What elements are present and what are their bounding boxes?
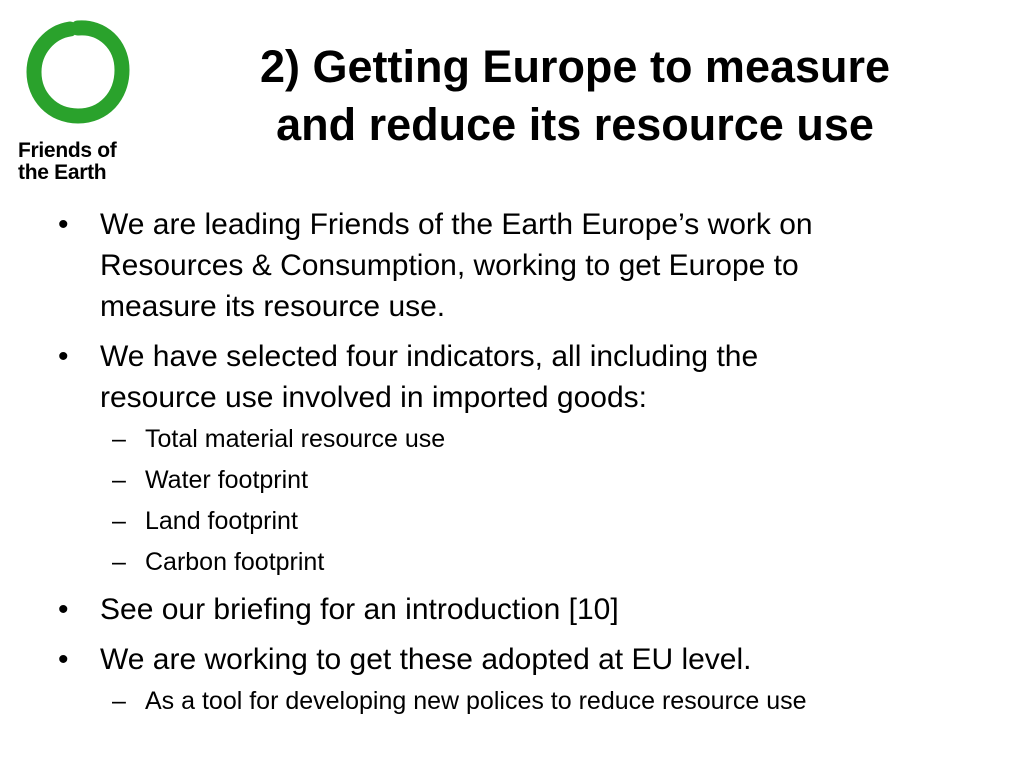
bullet-marker: • <box>58 340 69 373</box>
bullet-item <box>56 639 956 680</box>
bullet-item <box>56 204 956 327</box>
dash-marker: – <box>112 548 126 576</box>
sub-bullet-list <box>56 686 956 716</box>
sub-bullet-text: Land footprint <box>145 507 298 535</box>
bullet-text-line: We have selected four indicators, all including the <box>100 340 759 373</box>
dash-marker: – <box>112 507 126 535</box>
dash-marker: – <box>112 425 126 453</box>
sub-bullet-item <box>56 424 956 454</box>
sub-bullet-text: Total material resource use <box>145 425 446 453</box>
bullet-text-line: resource use involved in imported goods: <box>100 381 647 414</box>
sub-bullet-text: Water footprint <box>145 466 309 494</box>
page-title <box>160 38 990 154</box>
bullet-text-line: Resources & Consumption, working to get Europe to <box>100 249 799 282</box>
bullet-item <box>56 336 956 418</box>
green-ring-icon <box>24 18 132 126</box>
sub-bullet-item <box>56 465 956 495</box>
sub-bullet-text: Carbon footprint <box>145 548 325 576</box>
title-line2: and reduce its resource use <box>276 99 874 150</box>
bullet-marker: • <box>58 643 69 676</box>
sub-bullet-text: As a tool for developing new polices to reduce resource use <box>145 687 807 715</box>
logo-text-line1: Friends of <box>18 139 117 162</box>
bullet-marker: • <box>58 208 69 241</box>
title-line1: 2) Getting Europe to measure <box>259 41 891 92</box>
bullet-text-line: We are working to get these adopted at EU level. <box>100 643 752 676</box>
sub-bullet-list <box>56 424 956 577</box>
logo-text <box>18 140 117 184</box>
dash-marker: – <box>112 466 126 494</box>
bullet-list <box>56 204 956 727</box>
bullet-text-line: See our briefing for an introduction [10] <box>100 593 619 626</box>
logo-text-line2: the Earth <box>18 161 107 184</box>
sub-bullet-item <box>56 506 956 536</box>
bullet-marker: • <box>58 593 69 626</box>
friends-of-the-earth-logo <box>16 18 146 188</box>
bullet-text-line: We are leading Friends of the Earth Europe’s work on <box>100 208 813 241</box>
dash-marker: – <box>112 687 126 715</box>
bullet-item <box>56 589 956 630</box>
sub-bullet-item <box>56 547 956 577</box>
bullet-text-line: measure its resource use. <box>100 290 446 323</box>
sub-bullet-item <box>56 686 956 716</box>
